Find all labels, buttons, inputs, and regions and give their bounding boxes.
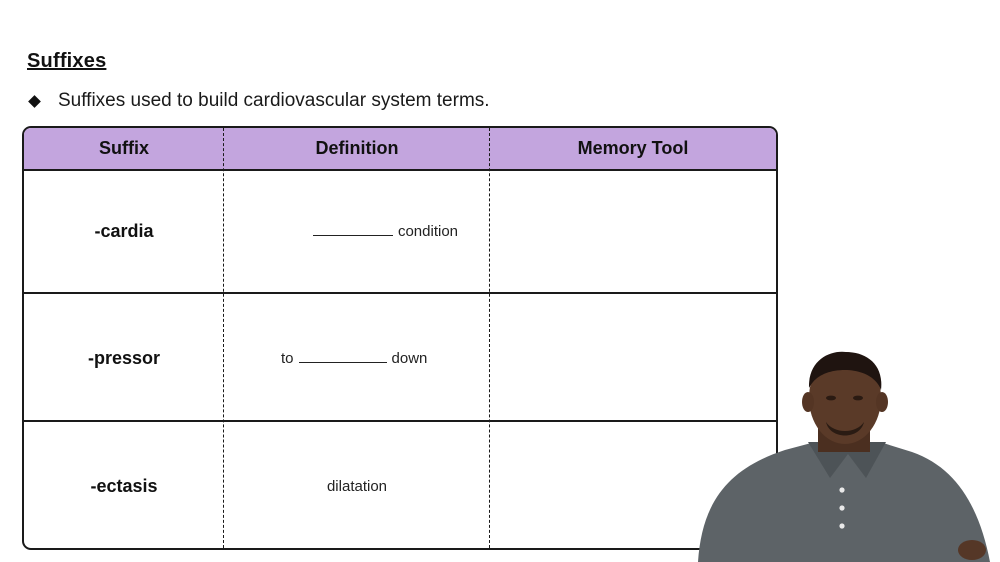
shirt-button: [839, 523, 844, 528]
bullet-item: [29, 90, 490, 112]
suffix-text: -cardia: [94, 221, 154, 241]
definition-text: [256, 223, 458, 240]
definition-cell: [224, 294, 490, 422]
bullet-text: Suffixes used to build cardiovascular system terms.: [58, 90, 490, 111]
column-divider: [223, 128, 224, 548]
suffix-cell: [24, 171, 224, 292]
presenter-eye: [826, 396, 836, 401]
presenter-video-overlay: [690, 350, 1000, 562]
table-row: [24, 292, 776, 422]
shirt-button: [839, 487, 844, 492]
header-memory-tool: Memory Tool: [577, 138, 689, 158]
shirt-button: [839, 505, 844, 510]
presenter-eye: [853, 396, 863, 401]
fill-in-blank: [313, 234, 393, 236]
definition-text: dilatation: [326, 477, 388, 495]
definition-before-text: to: [281, 349, 294, 367]
definition-after-text: down: [391, 349, 428, 367]
fill-in-blank: [299, 361, 387, 363]
column-divider: [489, 128, 490, 548]
table-row: [24, 171, 776, 292]
table-row: [24, 420, 776, 550]
header-suffix: Suffix: [98, 138, 149, 158]
section-title: Suffixes: [27, 50, 107, 72]
suffix-text: -pressor: [87, 347, 161, 368]
definition-text: [281, 350, 427, 367]
header-definition: Definition: [315, 138, 399, 158]
presenter-shirt: [698, 442, 990, 562]
definition-cell: [224, 422, 490, 550]
diamond-bullet-icon: [28, 95, 41, 108]
memory-tool-cell: [490, 171, 776, 292]
suffix-table: [22, 126, 778, 550]
presenter-hand: [958, 540, 986, 560]
presenter-ear: [876, 392, 888, 412]
suffix-text: -ectasis: [90, 475, 158, 496]
suffix-cell: [24, 422, 224, 550]
suffix-cell: [24, 294, 224, 422]
definition-after-text: condition: [397, 223, 459, 240]
definition-cell: [224, 171, 490, 292]
presenter-ear: [802, 392, 814, 412]
table-header-row: [24, 128, 776, 171]
